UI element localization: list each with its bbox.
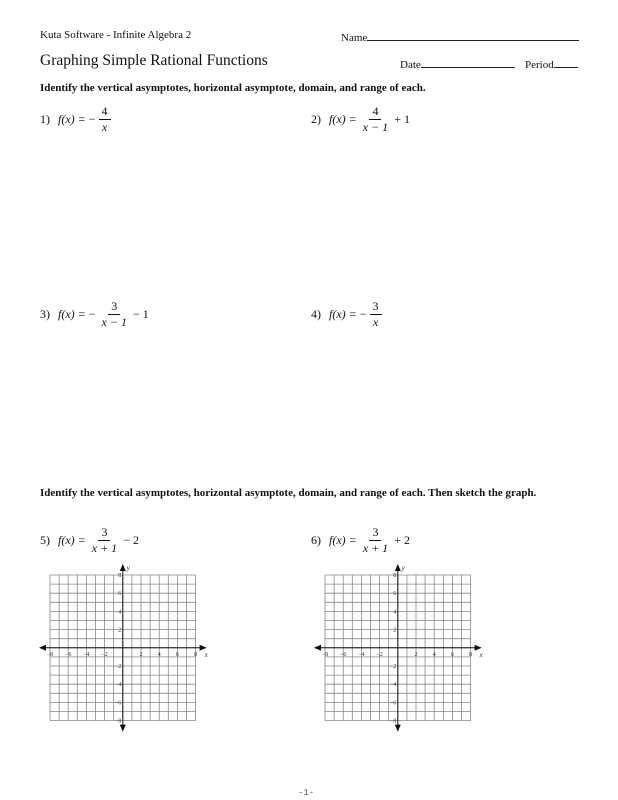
x-tick-label: 8	[469, 651, 473, 658]
problem-number: 6)	[311, 533, 321, 547]
x-tick-label: −4	[83, 651, 90, 658]
numerator: 3	[108, 300, 120, 315]
y-tick-label: −6	[114, 700, 122, 707]
y-axis-label: y	[401, 564, 405, 572]
constant-term: + 2	[394, 533, 410, 547]
function-lhs: f(x) =	[329, 533, 357, 547]
x-tick-label: 4	[157, 651, 161, 658]
sign: −	[359, 307, 367, 321]
problem-1	[40, 105, 114, 134]
y-tick-label: 6	[118, 591, 122, 598]
sign: −	[88, 112, 96, 126]
x-tick-label: 6	[450, 651, 454, 658]
period-label: Period	[525, 59, 554, 71]
numerator: 3	[369, 526, 381, 541]
numerator: 3	[98, 526, 110, 541]
x-axis-left-arrow-icon	[39, 645, 46, 651]
y-tick-label: 2	[393, 627, 397, 634]
graph-grid-problem-5[interactable]	[38, 563, 213, 735]
x-tick-label: 4	[432, 651, 436, 658]
x-axis-left-arrow-icon	[314, 645, 321, 651]
y-tick-label: −6	[389, 700, 397, 707]
function-lhs: f(x) =	[58, 112, 86, 126]
sign: −	[88, 307, 96, 321]
name-label: Name	[341, 32, 368, 44]
x-tick-label: 2	[414, 651, 418, 658]
y-tick-label: −4	[389, 682, 397, 689]
x-tick-label: 6	[175, 651, 179, 658]
y-axis-down-arrow-icon	[120, 725, 126, 732]
section-1-instructions: Identify the vertical asymptotes, horizontal asymptote, domain, and range of each.	[40, 82, 426, 94]
problem-number: 3)	[40, 307, 50, 321]
constant-term: − 1	[132, 307, 149, 321]
denominator: x − 1	[362, 120, 389, 134]
x-axis-label: x	[479, 650, 483, 659]
fraction	[89, 526, 120, 555]
x-tick-label: −6	[340, 651, 347, 658]
denominator: x	[101, 120, 108, 134]
x-tick-label: −6	[65, 651, 72, 658]
constant-term: − 2	[123, 533, 139, 547]
problem-number: 4)	[311, 307, 321, 321]
graph-grid-problem-6[interactable]	[313, 563, 488, 735]
fraction	[360, 526, 391, 555]
fraction	[370, 300, 382, 329]
y-tick-label: −2	[389, 664, 397, 670]
y-tick-label: −8	[114, 718, 122, 725]
function-lhs: f(x) =	[58, 307, 86, 321]
publisher-label: Kuta Software - Infinite Algebra 2	[40, 29, 192, 41]
function-lhs: f(x) =	[329, 112, 357, 126]
y-tick-label: 6	[393, 591, 397, 598]
fraction	[99, 300, 130, 329]
y-tick-label: 2	[118, 627, 122, 634]
date-field[interactable]	[400, 56, 515, 71]
x-axis-label: x	[204, 650, 208, 659]
constant-term: + 1	[394, 112, 410, 126]
numerator: 3	[370, 300, 382, 315]
y-tick-label: 4	[393, 609, 397, 616]
numerator: 4	[99, 105, 111, 120]
problem-number: 5)	[40, 533, 50, 547]
denominator: x + 1	[91, 541, 118, 555]
problem-number: 2)	[311, 112, 321, 126]
problem-4	[311, 300, 385, 329]
x-tick-label: −4	[358, 651, 365, 658]
problem-number: 1)	[40, 112, 50, 126]
fraction	[99, 105, 111, 134]
worksheet-title: Graphing Simple Rational Functions	[40, 52, 268, 69]
date-blank[interactable]	[421, 56, 515, 68]
y-axis-up-arrow-icon	[120, 564, 126, 571]
y-axis-up-arrow-icon	[395, 564, 401, 571]
date-label: Date	[400, 59, 421, 71]
y-tick-label: −4	[114, 682, 122, 689]
denominator: x + 1	[362, 541, 389, 555]
x-tick-label: −8	[321, 651, 329, 658]
name-field[interactable]	[341, 29, 579, 44]
page-number: -1-	[298, 788, 315, 798]
function-lhs: f(x) =	[329, 307, 357, 321]
y-tick-label: −2	[114, 664, 122, 670]
function-lhs: f(x) =	[58, 533, 86, 547]
problem-3	[40, 300, 149, 329]
denominator: x − 1	[101, 315, 127, 329]
y-tick-label: −8	[389, 718, 397, 725]
x-tick-label: 8	[194, 651, 198, 658]
x-tick-label: 2	[139, 651, 143, 658]
x-tick-label: −8	[46, 651, 54, 658]
y-tick-label: 8	[393, 573, 397, 579]
y-axis-label: y	[126, 564, 130, 572]
fraction	[360, 105, 391, 134]
name-blank[interactable]	[367, 29, 579, 41]
y-tick-label: 4	[118, 609, 122, 616]
period-field[interactable]	[525, 56, 578, 71]
x-tick-label: −2	[101, 651, 108, 658]
y-axis-down-arrow-icon	[395, 725, 401, 732]
problem-5	[40, 526, 139, 555]
problem-6	[311, 526, 410, 555]
y-tick-label: 8	[118, 573, 122, 579]
numerator: 4	[369, 105, 381, 120]
period-blank[interactable]	[554, 56, 578, 68]
x-tick-label: −2	[376, 651, 383, 658]
problem-2	[311, 105, 410, 134]
denominator: x	[372, 315, 379, 329]
section-2-instructions: Identify the vertical asymptotes, horizontal asymptote, domain, and range of each. Then sketch the graph.	[40, 487, 537, 499]
